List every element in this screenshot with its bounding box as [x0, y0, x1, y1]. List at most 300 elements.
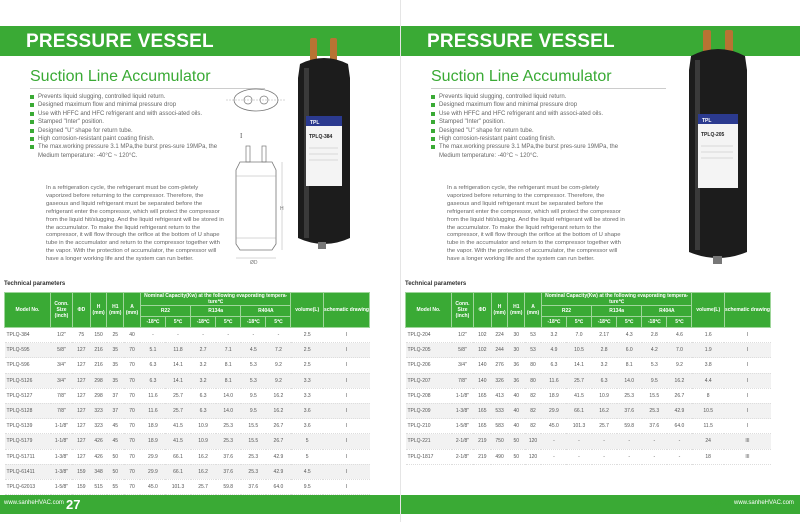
table-cell: 127: [72, 419, 90, 434]
table-row: [5, 464, 370, 479]
table-cell: -: [541, 449, 566, 464]
table-cell: 2-1/8": [452, 449, 474, 464]
table-cell: 3.2: [191, 358, 216, 373]
table-row: [5, 434, 370, 449]
table-cell: 14.1: [566, 358, 591, 373]
table-cell: I: [724, 328, 770, 343]
col-header: -18℃: [642, 317, 667, 328]
technical-parameters-title: Technical parameters: [4, 281, 66, 287]
table-cell: 6.3: [140, 358, 165, 373]
table-cell: 25: [107, 328, 124, 343]
feature-item: Designed maximum flow and minimal pressure drop: [431, 101, 623, 109]
table-cell: 216: [90, 358, 107, 373]
table-cell: 298: [90, 373, 107, 388]
table-cell: 101.3: [566, 419, 591, 434]
table-cell: 50: [508, 434, 525, 449]
feature-list: [431, 93, 623, 160]
table-cell: 5/8": [51, 343, 73, 358]
table-cell: 7/8": [51, 403, 73, 418]
table-cell: 59.8: [617, 419, 642, 434]
table-row: [406, 388, 771, 403]
table-cell: 55: [107, 479, 124, 494]
table-cell: 298: [90, 388, 107, 403]
table-cell: 101.3: [165, 479, 190, 494]
table-cell: 4.3: [617, 328, 642, 343]
table-cell: 9.2: [266, 358, 291, 373]
table-cell: 1-3/8": [51, 464, 73, 479]
table-cell: 66.1: [566, 403, 591, 418]
table-cell: 59.8: [216, 479, 241, 494]
table-cell: 10.5: [692, 403, 724, 418]
table-cell: 70: [124, 373, 141, 388]
table-cell: 82: [525, 419, 542, 434]
table-cell: 25.3: [216, 434, 241, 449]
table-cell: 53: [525, 328, 542, 343]
table-cell: 18.9: [541, 388, 566, 403]
technical-parameters-title: Technical parameters: [405, 281, 467, 287]
table-cell: 1-1/8": [51, 419, 73, 434]
table-cell: 3/4": [51, 358, 73, 373]
table-cell: 37: [107, 403, 124, 418]
table-cell: 9.2: [667, 358, 692, 373]
table-cell: 5.3: [642, 358, 667, 373]
table-cell: 9.5: [291, 479, 323, 494]
table-cell: 6.3: [191, 388, 216, 403]
model-cell: TPLQ-5179: [5, 434, 51, 449]
col-header: -18℃: [241, 317, 266, 328]
table-cell: -: [541, 434, 566, 449]
feature-item: Stamped "Inter" position.: [431, 118, 623, 126]
table-cell: 1-1/8": [51, 434, 73, 449]
table-cell: 120: [525, 434, 542, 449]
col-header: ΦD: [473, 293, 491, 328]
table-cell: 26.7: [266, 434, 291, 449]
table-cell: 18.9: [140, 434, 165, 449]
table-cell: 45.0: [541, 419, 566, 434]
table-cell: 10.9: [191, 434, 216, 449]
col-header: H (mm): [491, 293, 508, 328]
brand-logo-text: TPL: [702, 118, 712, 124]
table-cell: 16.2: [592, 403, 617, 418]
table-cell: -: [140, 328, 165, 343]
model-cell: TPLQ-1817: [406, 449, 452, 464]
table-cell: 37.6: [216, 449, 241, 464]
table-cell: 40: [508, 403, 525, 418]
table-cell: 70: [124, 358, 141, 373]
col-header: 5℃: [566, 317, 591, 328]
table-cell: 2.17: [592, 328, 617, 343]
table-cell: 2-1/8": [452, 434, 474, 449]
table-cell: 127: [72, 358, 90, 373]
table-cell: 10.9: [191, 419, 216, 434]
table-cell: 70: [124, 403, 141, 418]
table-cell: 127: [72, 403, 90, 418]
model-cell: TPLQ-5126: [5, 373, 51, 388]
table-cell: 4.4: [692, 373, 724, 388]
description-paragraph: In a refrigeration cycle, the refrigerant must be com-pletely vaporized before returning to the compressor. Therefore, the gaseous and liquid refrigerant must be separated before the refrigerant enter the compressor, which will protect the compressor from the liquid hit/slugging. And the liquid refrigerant will be stored in the accumulator. To make the liquid refrigerant return to the compressor, it will flow through the orifice at the bottom of U shape tube in the accumulator and return to the compressor together with the vapor. With the protection of accumulator, the compressor will have a longer working life and the system can run better.: [447, 185, 625, 263]
table-cell: 6.3: [592, 373, 617, 388]
page-number: 27: [66, 497, 81, 512]
table-cell: 3.6: [291, 419, 323, 434]
table-cell: 533: [491, 403, 508, 418]
table-row: [5, 449, 370, 464]
table-cell: 2.5: [291, 343, 323, 358]
feature-item: Use with HFFC and HFC refrigerant and with associ-ated oils.: [431, 110, 623, 118]
table-cell: 6.3: [191, 403, 216, 418]
table-cell: 29.9: [541, 403, 566, 418]
table-cell: 30: [508, 328, 525, 343]
table-cell: 70: [124, 388, 141, 403]
table-row: [406, 434, 771, 449]
table-cell: I: [323, 464, 369, 479]
table-cell: 5: [291, 449, 323, 464]
table-cell: I: [323, 419, 369, 434]
table-cell: -: [216, 328, 241, 343]
table-cell: 50: [107, 464, 124, 479]
table-cell: 26.7: [667, 388, 692, 403]
table-cell: 40: [508, 419, 525, 434]
table-cell: I: [323, 479, 369, 494]
table-cell: 348: [90, 464, 107, 479]
table-cell: I: [323, 373, 369, 388]
table-cell: 16.2: [667, 373, 692, 388]
section-title: Suction Line Accumulator: [30, 68, 211, 85]
model-cell: TPLQ-204: [406, 328, 452, 343]
table-cell: 102: [473, 343, 491, 358]
spec-table: [4, 292, 370, 495]
table-cell: 9.5: [241, 403, 266, 418]
table-cell: 323: [90, 403, 107, 418]
table-cell: 24: [692, 434, 724, 449]
table-cell: 413: [491, 388, 508, 403]
table-cell: 70: [124, 479, 141, 494]
table-cell: 50: [508, 449, 525, 464]
table-cell: I: [724, 403, 770, 418]
table-cell: I: [323, 358, 369, 373]
table-cell: 127: [72, 373, 90, 388]
table-cell: 216: [90, 343, 107, 358]
table-row: [5, 328, 370, 343]
table-cell: 6.3: [140, 373, 165, 388]
table-cell: 37.6: [216, 464, 241, 479]
table-cell: 11.5: [692, 419, 724, 434]
table-cell: 8: [692, 388, 724, 403]
model-cell: TPLQ-51711: [5, 449, 51, 464]
spec-table-body: [406, 328, 771, 465]
table-cell: 75: [72, 328, 90, 343]
table-cell: 26.7: [266, 419, 291, 434]
table-cell: 35: [107, 343, 124, 358]
table-cell: 70: [124, 343, 141, 358]
table-cell: -: [667, 449, 692, 464]
table-cell: I: [724, 358, 770, 373]
table-cell: 3.3: [291, 388, 323, 403]
table-cell: 1-5/8": [452, 419, 474, 434]
table-cell: 45.0: [140, 479, 165, 494]
table-cell: 7/8": [51, 388, 73, 403]
table-cell: 16.2: [266, 403, 291, 418]
table-cell: 219: [473, 449, 491, 464]
website-url: www.sanheHVAC.com: [4, 500, 64, 506]
col-header: H1 (mm): [508, 293, 525, 328]
table-cell: 25.3: [216, 419, 241, 434]
col-header: -18℃: [191, 317, 216, 328]
table-cell: 2.8: [592, 343, 617, 358]
table-cell: 127: [72, 343, 90, 358]
table-cell: 70: [124, 419, 141, 434]
col-header: 5℃: [216, 317, 241, 328]
table-cell: 82: [525, 403, 542, 418]
table-cell: 4.9: [541, 343, 566, 358]
model-cell: TPLQ-596: [5, 358, 51, 373]
table-cell: 35: [107, 358, 124, 373]
model-cell: TPLQ-62013: [5, 479, 51, 494]
table-cell: I: [724, 373, 770, 388]
table-cell: I: [724, 388, 770, 403]
table-cell: -: [617, 434, 642, 449]
table-cell: 3.2: [191, 373, 216, 388]
table-cell: 3.6: [291, 403, 323, 418]
table-cell: 1/2": [452, 328, 474, 343]
col-header: R134a: [191, 306, 241, 317]
table-cell: 276: [491, 358, 508, 373]
table-cell: 25.7: [566, 373, 591, 388]
table-cell: 140: [473, 358, 491, 373]
table-cell: 3/4": [51, 373, 73, 388]
table-cell: 1-3/8": [452, 403, 474, 418]
table-cell: 244: [491, 343, 508, 358]
table-cell: -: [566, 434, 591, 449]
feature-item: Prevents liquid slugging, controlled liquid return.: [30, 93, 222, 101]
table-cell: 5: [291, 434, 323, 449]
drawing-label: I: [240, 132, 243, 140]
table-cell: 3.3: [291, 373, 323, 388]
table-cell: 45: [107, 434, 124, 449]
table-cell: 2.7: [191, 343, 216, 358]
table-row: [406, 403, 771, 418]
col-header: A (mm): [124, 293, 141, 328]
spec-table: [405, 292, 771, 465]
table-row: [406, 373, 771, 388]
model-cell: TPLQ-208: [406, 388, 452, 403]
table-cell: 1.6: [692, 328, 724, 343]
table-cell: 5.3: [241, 373, 266, 388]
feature-item: Use with HFFC and HFC refrigerant and with associ-ated oils.: [30, 110, 222, 118]
table-cell: 42.9: [667, 403, 692, 418]
table-cell: 29.9: [140, 464, 165, 479]
table-row: [406, 419, 771, 434]
feature-item: The max.working pressure 3.1 MPa,the burst pres-sure 19MPa, the Medium temperature: -40°C ~ 120°C.: [30, 143, 222, 160]
col-header: schematic drawing: [323, 293, 369, 328]
page-header: PRESSURE VESSEL: [26, 31, 214, 52]
table-cell: 53: [525, 343, 542, 358]
table-row: [406, 328, 771, 343]
table-row: [406, 449, 771, 464]
table-cell: 16.2: [266, 388, 291, 403]
table-cell: III: [724, 449, 770, 464]
table-cell: 127: [72, 388, 90, 403]
table-cell: 4.6: [667, 328, 692, 343]
table-cell: 150: [90, 328, 107, 343]
right-page: [400, 0, 800, 522]
table-cell: 9.2: [266, 373, 291, 388]
table-cell: 165: [473, 388, 491, 403]
table-cell: 25.7: [165, 403, 190, 418]
product-label: TPLQ-205: [701, 132, 725, 138]
table-cell: -: [642, 434, 667, 449]
col-header: volume(L): [692, 293, 724, 328]
table-cell: 14.1: [165, 358, 190, 373]
table-cell: 18: [692, 449, 724, 464]
table-cell: 490: [491, 449, 508, 464]
table-cell: 5/8": [452, 343, 474, 358]
table-row: [5, 403, 370, 418]
table-cell: 8.1: [216, 358, 241, 373]
feature-item: High corrosion-resistant paint coating finish.: [30, 135, 222, 143]
table-cell: 7/8": [452, 373, 474, 388]
col-header: R22: [140, 306, 190, 317]
table-cell: 426: [90, 449, 107, 464]
col-header: -18℃: [140, 317, 165, 328]
col-header: R404A: [241, 306, 291, 317]
col-header: Nominal Capacity(Kw) at the following evaporating tempera-ture℃: [140, 293, 291, 306]
model-cell: TPLQ-205: [406, 343, 452, 358]
model-cell: TPLQ-221: [406, 434, 452, 449]
table-cell: 7.0: [667, 343, 692, 358]
table-cell: 127: [72, 449, 90, 464]
table-cell: 41.5: [165, 419, 190, 434]
table-cell: 4.5: [291, 464, 323, 479]
page-header: PRESSURE VESSEL: [427, 31, 615, 52]
table-cell: 1-5/8": [51, 479, 73, 494]
table-cell: 18.9: [140, 419, 165, 434]
table-cell: 42.9: [266, 464, 291, 479]
table-cell: 224: [491, 328, 508, 343]
col-header: 5℃: [165, 317, 190, 328]
table-cell: -: [642, 449, 667, 464]
table-cell: 14.0: [216, 403, 241, 418]
table-cell: 3.8: [692, 358, 724, 373]
table-cell: 326: [491, 373, 508, 388]
table-cell: 25.3: [241, 449, 266, 464]
table-cell: 7.1: [216, 343, 241, 358]
col-header: -18℃: [541, 317, 566, 328]
table-cell: 3.2: [592, 358, 617, 373]
table-cell: 66.1: [165, 464, 190, 479]
table-cell: 165: [473, 403, 491, 418]
table-cell: I: [323, 388, 369, 403]
table-cell: I: [323, 403, 369, 418]
table-row: [5, 419, 370, 434]
table-cell: 41.5: [165, 434, 190, 449]
table-cell: 2.5: [291, 328, 323, 343]
table-cell: 1/2": [51, 328, 73, 343]
table-cell: 16.2: [191, 464, 216, 479]
table-cell: 14.1: [165, 373, 190, 388]
table-cell: I: [724, 419, 770, 434]
table-cell: 11.8: [165, 343, 190, 358]
feature-item: High corrosion-resistant paint coating finish.: [431, 135, 623, 143]
col-header: R404A: [642, 306, 692, 317]
table-row: [5, 373, 370, 388]
table-cell: 515: [90, 479, 107, 494]
feature-item: Designed "U" shape for return tube.: [30, 127, 222, 135]
table-cell: 10.5: [566, 343, 591, 358]
table-cell: 64.0: [266, 479, 291, 494]
table-cell: 14.0: [617, 373, 642, 388]
model-cell: TPLQ-5139: [5, 419, 51, 434]
model-cell: TPLQ-5128: [5, 403, 51, 418]
table-cell: 11.6: [140, 403, 165, 418]
table-cell: 37.6: [642, 419, 667, 434]
table-cell: 165: [473, 419, 491, 434]
table-cell: 80: [525, 358, 542, 373]
table-cell: 3.2: [541, 328, 566, 343]
col-header: 5℃: [667, 317, 692, 328]
table-cell: 25.7: [165, 388, 190, 403]
table-cell: 11.6: [140, 388, 165, 403]
technical-drawing: [226, 86, 288, 266]
table-cell: 15.5: [241, 434, 266, 449]
divider: [431, 88, 666, 89]
table-cell: 6.0: [617, 343, 642, 358]
table-cell: -: [592, 449, 617, 464]
table-cell: -: [266, 328, 291, 343]
description-paragraph: In a refrigeration cycle, the refrigerant must be com-pletely vaporized before returning to the compressor. Therefore, the gaseous and liquid refrigerant must be separated before the refrigerant enter the compressor, which will protect the compressor from the liquid hit/slugging. And the liquid refrigerant will be stored in the accumulator. To make the liquid refrigerant return to the compressor, it will flow through the orifice at the bottom of U shape tube in the accumulator and return to the compressor together with the vapor. With the protection of accumulator, the compressor will have a longer working life and the system can run better.: [46, 185, 224, 263]
table-row: [5, 343, 370, 358]
feature-list: [30, 93, 222, 160]
table-cell: 7.0: [566, 328, 591, 343]
table-cell: 4.2: [642, 343, 667, 358]
table-row: [5, 479, 370, 494]
table-cell: 29.9: [140, 449, 165, 464]
table-cell: 15.5: [642, 388, 667, 403]
table-cell: -: [165, 328, 190, 343]
table-cell: 25.7: [592, 419, 617, 434]
table-row: [406, 343, 771, 358]
table-row: [5, 358, 370, 373]
table-cell: 5.3: [241, 358, 266, 373]
table-cell: I: [323, 434, 369, 449]
table-cell: 7.2: [266, 343, 291, 358]
table-cell: 102: [473, 328, 491, 343]
col-header: 5℃: [617, 317, 642, 328]
model-cell: TPLQ-384: [5, 328, 51, 343]
table-cell: 9.5: [642, 373, 667, 388]
drawing-label: H: [280, 206, 284, 212]
col-header: A (mm): [525, 293, 542, 328]
col-header: 5℃: [266, 317, 291, 328]
table-cell: 40: [508, 388, 525, 403]
table-cell: I: [323, 328, 369, 343]
table-cell: -: [566, 449, 591, 464]
table-cell: 16.2: [191, 449, 216, 464]
table-cell: 10.9: [592, 388, 617, 403]
model-cell: TPLQ-5127: [5, 388, 51, 403]
table-cell: -: [191, 328, 216, 343]
table-cell: 30: [508, 343, 525, 358]
feature-item: Designed maximum flow and minimal pressure drop: [30, 101, 222, 109]
table-cell: -: [667, 434, 692, 449]
table-cell: 66.1: [165, 449, 190, 464]
table-cell: 15.5: [241, 419, 266, 434]
table-cell: 1-3/8": [51, 449, 73, 464]
table-cell: 3/4": [452, 358, 474, 373]
table-row: [406, 358, 771, 373]
section-title: Suction Line Accumulator: [431, 68, 612, 85]
page-number: 28: [707, 497, 722, 512]
table-cell: 8.1: [216, 373, 241, 388]
